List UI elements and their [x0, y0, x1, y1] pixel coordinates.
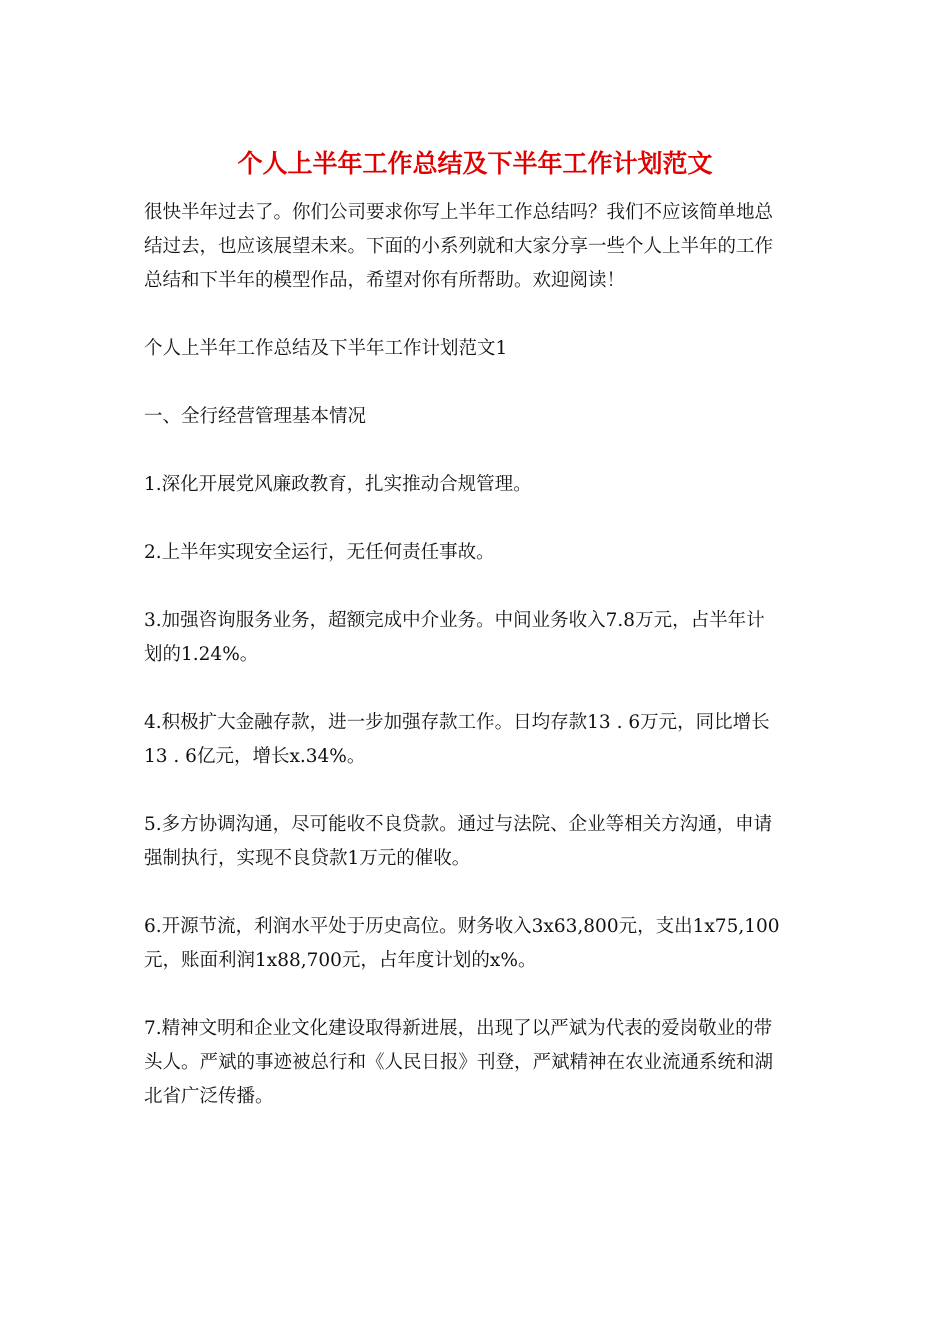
- list-item: [144, 1012, 808, 1114]
- list-item: [144, 468, 808, 502]
- list-item: [144, 536, 808, 570]
- paragraph-line: 3.加强咨询服务业务，超额完成中介业务。中间业务收入7.8万元，占半年计: [144, 610, 765, 631]
- paragraph-line: 很快半年过去了。你们公司要求你写上半年工作总结吗？我们不应该简单地总: [144, 202, 774, 223]
- paragraph-line: 头人。严斌的事迹被总行和《人民日报》刊登，严斌精神在农业流通系统和湖: [144, 1052, 774, 1073]
- section-title: [144, 332, 808, 366]
- paragraph-line: 一、全行经营管理基本情况: [144, 406, 367, 427]
- document-title: 个人上半年工作总结及下半年工作计划范文: [237, 149, 713, 178]
- paragraph-line: 划的1.24%。: [144, 644, 259, 665]
- list-item: [144, 706, 808, 774]
- paragraph-line: 结过去，也应该展望未来。下面的小系列就和大家分享一些个人上半年的工作: [144, 236, 774, 257]
- list-item: [144, 910, 808, 978]
- list-item: [144, 604, 808, 672]
- paragraph-line: 元，账面利润1x88,700元，占年度计划的x%。: [144, 950, 537, 971]
- paragraph-line: 6.开源节流，利润水平处于历史高位。财务收入3x63,800元，支出1x75,100: [144, 916, 780, 937]
- list-item: [144, 808, 808, 876]
- paragraph-line: 5.多方协调沟通，尽可能收不良贷款。通过与法院、企业等相关方沟通，申请: [144, 814, 773, 835]
- paragraph-line: 北省广泛传播。: [144, 1086, 274, 1107]
- paragraph-line: 4.积极扩大金融存款，进一步加强存款工作。日均存款13 . 6万元，同比增长: [144, 712, 770, 733]
- paragraph-line: 2.上半年实现安全运行，无任何责任事故。: [144, 542, 495, 563]
- paragraph-line: 1.深化开展党风廉政教育，扎实推动合规管理。: [144, 474, 532, 495]
- paragraph-line: 13 . 6亿元，增长x.34%。: [144, 746, 366, 767]
- paragraph-line: 个人上半年工作总结及下半年工作计划范文1: [144, 338, 508, 359]
- paragraph-line: 7.精神文明和企业文化建设取得新进展，出现了以严斌为代表的爱岗敬业的带: [144, 1018, 773, 1039]
- paragraph-line: 强制执行，实现不良贷款1万元的催收。: [144, 848, 471, 869]
- paragraph-line: 总结和下半年的模型作品，希望对你有所帮助。欢迎阅读！: [144, 270, 626, 291]
- document-body: [144, 196, 808, 1148]
- section-heading: [144, 400, 808, 434]
- intro-paragraph: [144, 196, 808, 298]
